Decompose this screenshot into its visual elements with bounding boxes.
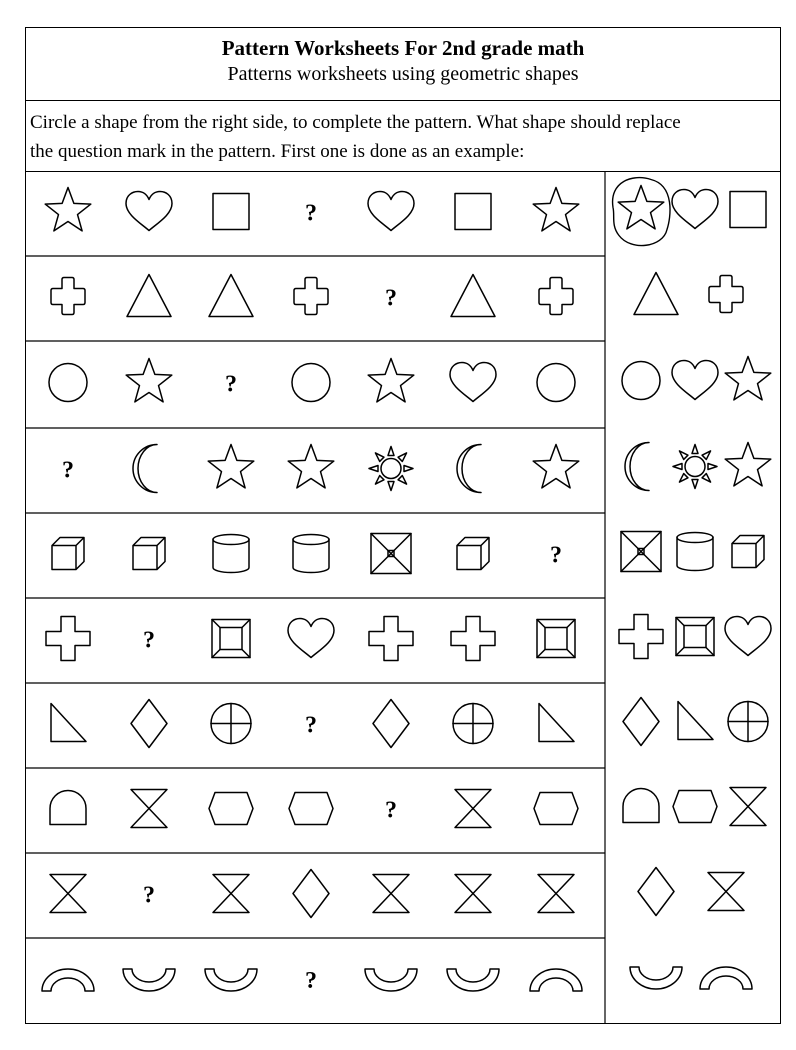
hourglass-icon (538, 875, 574, 913)
svg-text:?: ? (143, 882, 155, 909)
triangle-icon (209, 275, 253, 317)
square-icon (455, 194, 491, 230)
question-mark (550, 543, 562, 569)
question-mark (305, 968, 317, 994)
cube-icon[interactable] (732, 536, 764, 568)
plus-rounded-icon (539, 278, 573, 315)
heart-icon (288, 619, 334, 658)
bowl-icon (123, 969, 175, 991)
box-x-icon[interactable] (621, 532, 661, 572)
diamond-icon[interactable] (623, 698, 659, 746)
framed-square-icon[interactable] (676, 618, 714, 656)
square-icon (213, 194, 249, 230)
svg-text:?: ? (62, 457, 74, 484)
svg-text:?: ? (305, 712, 317, 739)
page-subtitle: Patterns worksheets using geometric shapes (227, 63, 579, 85)
circle-cross-icon[interactable] (728, 702, 768, 742)
heart-icon (126, 192, 172, 231)
arch-icon (530, 969, 582, 991)
cross-icon[interactable] (619, 615, 663, 659)
dome-icon (50, 791, 86, 825)
framed-square-icon (212, 620, 250, 658)
heart-icon (368, 192, 414, 231)
star-icon (126, 359, 172, 402)
diamond-icon (373, 700, 409, 748)
diamond-icon (131, 700, 167, 748)
instructions-line-1: Circle a shape from the right side, to complete the pattern. What shape should replace (30, 112, 681, 133)
circle-icon[interactable] (622, 362, 660, 400)
cylinder-icon (213, 535, 249, 573)
cylinder-icon[interactable] (677, 533, 713, 571)
svg-text:?: ? (225, 371, 237, 398)
hourglass-icon (455, 790, 491, 828)
cross-icon (451, 617, 495, 661)
hourglass-icon (455, 875, 491, 913)
hourglass-icon[interactable] (730, 788, 766, 826)
crescent-icon (133, 445, 157, 493)
star-icon[interactable] (618, 186, 664, 229)
star-icon (45, 188, 91, 231)
right-triangle-icon (51, 704, 86, 742)
bowl-icon[interactable] (630, 967, 682, 989)
cube-icon (457, 538, 489, 570)
heart-icon[interactable] (672, 190, 718, 229)
question-mark (305, 713, 317, 739)
question-mark (305, 201, 317, 227)
box-x-icon (371, 534, 411, 574)
star-icon (533, 188, 579, 231)
bowl-icon (365, 969, 417, 991)
cylinder-icon (293, 535, 329, 573)
cross-icon (46, 617, 90, 661)
star-icon (288, 445, 334, 488)
arch-icon (42, 969, 94, 991)
arch-icon[interactable] (700, 967, 752, 989)
hexagon-icon (534, 793, 578, 825)
star-icon (368, 359, 414, 402)
bowl-icon (447, 969, 499, 991)
question-mark (225, 372, 237, 398)
hourglass-icon[interactable] (708, 873, 744, 911)
right-triangle-icon (539, 704, 574, 742)
circle-icon (292, 364, 330, 402)
hourglass-icon (131, 790, 167, 828)
cube-icon (133, 538, 165, 570)
svg-text:?: ? (385, 285, 397, 312)
diamond-icon[interactable] (638, 868, 674, 916)
star-icon[interactable] (725, 357, 771, 400)
circle-cross-icon (453, 704, 493, 744)
hourglass-icon (213, 875, 249, 913)
cube-icon (52, 538, 84, 570)
circle-icon (49, 364, 87, 402)
question-mark (385, 286, 397, 312)
heart-icon[interactable] (672, 361, 718, 400)
right-triangle-icon[interactable] (678, 702, 713, 740)
square-icon[interactable] (730, 192, 766, 228)
crescent-icon (457, 445, 481, 493)
hexagon-icon (209, 793, 253, 825)
question-mark (143, 883, 155, 909)
svg-text:?: ? (305, 968, 317, 994)
question-mark (143, 628, 155, 654)
triangle-icon[interactable] (634, 273, 678, 315)
diamond-icon (293, 870, 329, 918)
bowl-icon (205, 969, 257, 991)
hexagon-icon[interactable] (673, 791, 717, 823)
dome-icon[interactable] (623, 789, 659, 823)
svg-text:?: ? (385, 797, 397, 824)
circle-cross-icon (211, 704, 251, 744)
plus-rounded-icon[interactable] (709, 276, 743, 313)
cross-icon (369, 617, 413, 661)
question-mark (62, 458, 74, 484)
instructions-line-2: the question mark in the pattern. First one is done as an example: (30, 141, 525, 162)
heart-icon (450, 363, 496, 402)
svg-text:?: ? (550, 542, 562, 569)
svg-text:?: ? (305, 200, 317, 227)
star-icon[interactable] (725, 443, 771, 486)
svg-text:?: ? (143, 627, 155, 654)
page-title: Pattern Worksheets For 2nd grade math (221, 36, 585, 60)
triangle-icon (127, 275, 171, 317)
triangle-icon (451, 275, 495, 317)
framed-square-icon (537, 620, 575, 658)
star-icon (533, 445, 579, 488)
hourglass-icon (373, 875, 409, 913)
crescent-icon[interactable] (625, 443, 649, 491)
plus-rounded-icon (51, 278, 85, 315)
sun-icon (369, 447, 413, 491)
heart-icon[interactable] (725, 617, 771, 656)
star-icon (208, 445, 254, 488)
question-mark (385, 798, 397, 824)
hourglass-icon (50, 875, 86, 913)
plus-rounded-icon (294, 278, 328, 315)
hexagon-icon (289, 793, 333, 825)
circle-icon (537, 364, 575, 402)
sun-icon[interactable] (673, 445, 717, 489)
